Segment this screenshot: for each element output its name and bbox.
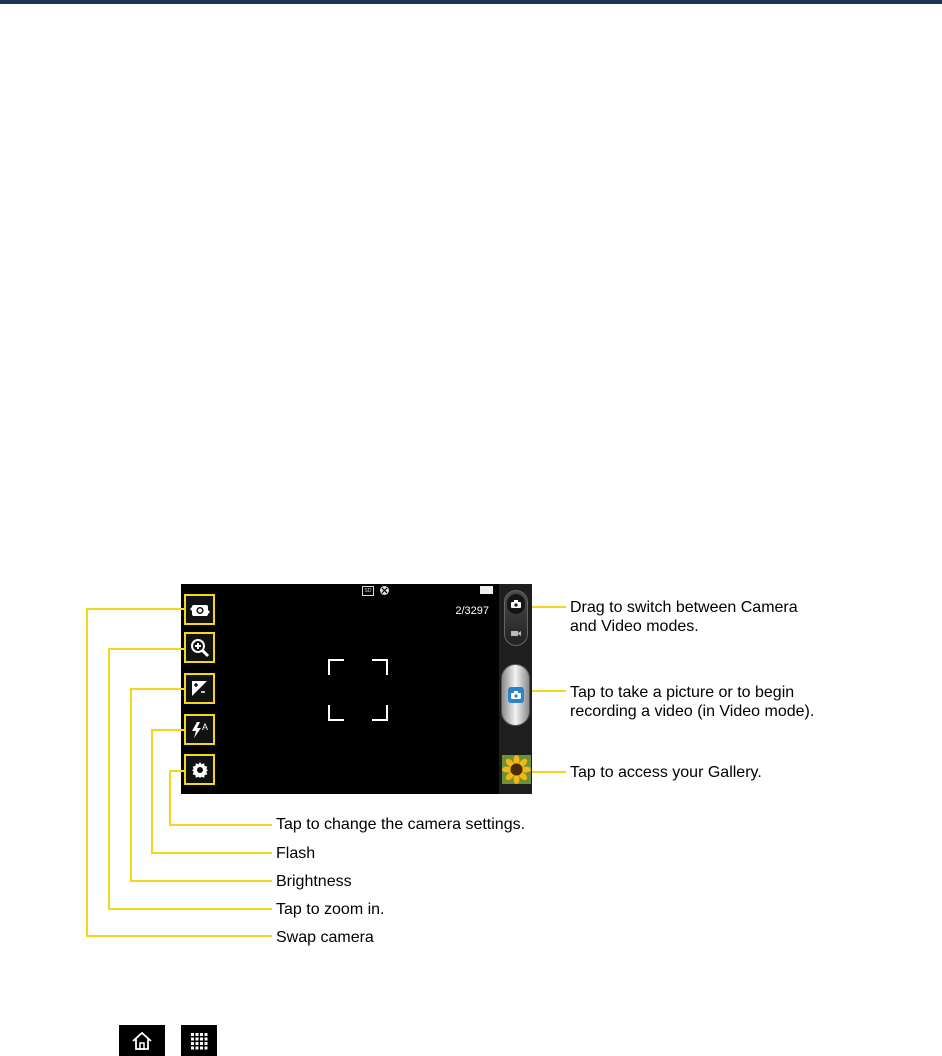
sd-card-icon: SD [362, 586, 374, 596]
callout-mode-switch [570, 598, 798, 636]
zoom-button[interactable] [184, 632, 215, 663]
focus-bracket [328, 705, 344, 721]
home-icon [130, 1031, 154, 1051]
zoom-in-icon [190, 638, 210, 658]
home-key [119, 1025, 165, 1056]
gallery-thumbnail[interactable] [502, 755, 531, 784]
brightness-button[interactable] [184, 673, 215, 704]
flash-button[interactable] [184, 714, 215, 745]
callout-flash: Flash [276, 845, 316, 862]
swap-camera-button[interactable] [184, 594, 215, 625]
swap-camera-icon [189, 601, 211, 619]
video-mode-icon [509, 629, 523, 637]
callout-line: Drag to switch between Camera [570, 599, 798, 616]
callout-line: and Video modes. [570, 618, 699, 635]
header-rule [0, 0, 942, 4]
callout-line: Tap to take a picture or to begin [570, 684, 795, 701]
callout-shutter [570, 683, 814, 721]
callout-settings: Tap to change the camera settings. [276, 816, 526, 833]
svg-text:A: A [201, 721, 208, 732]
settings-button[interactable] [184, 754, 215, 785]
camera-screen [181, 584, 532, 794]
focus-bracket [372, 705, 388, 721]
photo-counter: 2/3297 [455, 605, 489, 617]
focus-bracket [328, 659, 344, 675]
callout-gallery: Tap to access your Gallery. [570, 764, 762, 781]
sunflower-thumbnail-icon [502, 755, 531, 784]
mode-switch[interactable] [504, 590, 528, 646]
camera-mode-icon [511, 600, 521, 608]
apps-grid-icon [190, 1032, 208, 1050]
focus-bracket [372, 659, 388, 675]
viewfinder [181, 584, 499, 794]
callout-zoom: Tap to zoom in. [276, 901, 385, 918]
callout-brightness: Brightness [276, 873, 352, 890]
mode-knob[interactable] [507, 594, 525, 614]
camera-control-bar [499, 584, 532, 794]
battery-icon [480, 586, 493, 594]
location-off-icon [379, 585, 390, 596]
flash-auto-icon [189, 720, 211, 740]
status-icons [362, 585, 390, 596]
callout-line: recording a video (in Video mode). [570, 703, 815, 720]
settings-icon [191, 761, 209, 779]
apps-key [181, 1025, 217, 1056]
brightness-icon [191, 680, 208, 697]
camera-icon [508, 687, 524, 703]
callout-swap: Swap camera [276, 929, 374, 946]
shutter-button[interactable] [501, 664, 530, 726]
